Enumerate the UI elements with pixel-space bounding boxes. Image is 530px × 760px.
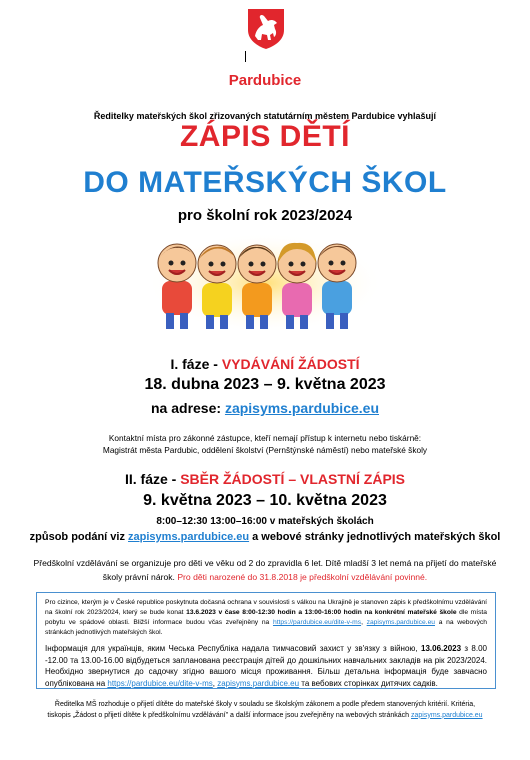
- ua-sep: ,: [212, 678, 218, 688]
- cz-sep: ,: [361, 619, 367, 626]
- ua-bold: 13.06.2023: [421, 644, 462, 653]
- address-label: na adrese:: [151, 400, 225, 416]
- cz-link2[interactable]: zapisyms.pardubice.eu: [366, 619, 436, 626]
- ua-text1: Інформація для українців, яким Чеська Республіка надала тимчасовий захист у зв'язку з війною,: [45, 644, 422, 653]
- method-link[interactable]: zapisyms.pardubice.eu: [128, 531, 250, 543]
- method-prefix: způsob podání viz: [29, 531, 129, 543]
- phase1-heading: [0, 356, 530, 372]
- pardubice-coat-of-arms-logo: [244, 6, 288, 50]
- phase1-label: I. fáze -: [170, 356, 222, 372]
- contact-line1: Kontaktní místa pro zákonné zástupce, kteří nemají přístup k internetu nebo tiskárně:: [108, 433, 422, 443]
- children-illustration: [150, 233, 380, 333]
- cz-bold: 13.6.2023 v čase 8:00-12:30 hodin a 13:00-16:00 hodin na konkrétní mateřské škole: [186, 609, 457, 616]
- notice-czech: [45, 598, 487, 638]
- ua-link1[interactable]: https://pardubice.eu/dite-v-ms: [107, 678, 213, 688]
- preschool-highlight: Pro děti narozené do 31.8.2018 je předškolní vzdělávání povinné.: [177, 572, 428, 582]
- phase1-name: VYDÁVÁNÍ ŽÁDOSTÍ: [221, 356, 360, 372]
- phase2-label: II. fáze -: [124, 471, 181, 487]
- announcement-line: Ředitelky mateřských škol zřizovaných statutárním městem Pardubice vyhlašují: [93, 111, 437, 121]
- main-title-line2: DO MATEŘSKÝCH ŠKOL: [83, 166, 447, 199]
- method-suffix: a webové stránky jednotlivých mateřských škol: [249, 531, 501, 543]
- text-cursor: [245, 51, 246, 62]
- notice-ukrainian: [45, 643, 487, 689]
- preschool-info: [0, 556, 530, 584]
- cz-text3: a na webových stránkách jednotlivých mateřských škol.: [45, 619, 487, 636]
- school-year: pro školní rok 2023/2024: [177, 207, 353, 224]
- ua-link2[interactable]: zapisyms.pardubice.eu: [217, 678, 300, 688]
- contact-info: [0, 432, 530, 456]
- phase2-method: [0, 531, 530, 543]
- footer-line1: Ředitelka MŠ rozhoduje o přijetí dítěte do mateřské školy v souladu se školským zákonem a podle předem stanovených kritérií. Kritéria,: [54, 701, 476, 708]
- ua-text3: та вебових сторінках дитячих садків.: [299, 678, 438, 688]
- cz-text: Pro cizince, kterým je v České republice poskytnuta dočasná ochrana v souvislosti s válkou na Ukrajině je stanoven zápis k předškolnímu vzdělávání na školní rok 2023/2024, který se bude konat: [45, 599, 487, 616]
- footer-line2: [0, 711, 530, 722]
- phase2-name: SBĚR ŽÁDOSTÍ – VLASTNÍ ZÁPIS: [180, 471, 406, 487]
- foreigners-notice-box: [36, 592, 496, 689]
- phase1-address: [0, 400, 530, 416]
- main-title-line1: ZÁPIS DĚTÍ: [179, 120, 350, 153]
- city-name: Pardubice: [228, 72, 302, 89]
- ua-text2: з 8.00 -12.00 та 13.00-16.00 відбудеться запланована реєстрація дітей до дошкільних навчальних закладів на рік 2023/2024. Необхідно звернутися до садочку згідно вашого місця проживання. Більш детальна інформація буде завчасно опублікована на: [45, 644, 488, 688]
- phase2-heading: [0, 471, 530, 487]
- footer-text: tiskopis „Žádost o přijetí dítěte k předškolnímu vzdělávání" a další informace jsou zveřejněny na webových stránkách: [47, 711, 411, 719]
- phase2-hours: 8:00–12:30 13:00–16:00 v mateřských školách: [156, 516, 374, 527]
- footer-link[interactable]: zapisyms.pardubice.eu: [410, 711, 483, 719]
- footer: [0, 700, 530, 721]
- contact-line2: Magistrát města Pardubic, oddělení školství (Pernštýnské náměstí) nebo mateřské školy: [102, 445, 428, 455]
- preschool-text: Předškolní vzdělávání se organizuje pro děti ve věku od 2 do zpravidla 6 let. Dítě mladší 3 let nemá na přijetí do mateřské školy právní nárok.: [33, 558, 497, 582]
- cz-text2: dle místa pobytu ve spádové oblasti. Bližší informace budou včas zveřejněny na: [45, 609, 488, 626]
- phase2-dates: 9. května 2023 – 10. května 2023: [143, 492, 387, 509]
- cz-link1[interactable]: https://pardubice.eu/dite-v-ms: [272, 619, 362, 626]
- phase1-dates: 18. dubna 2023 – 9. května 2023: [144, 376, 386, 393]
- address-link[interactable]: zapisyms.pardubice.eu: [224, 400, 379, 416]
